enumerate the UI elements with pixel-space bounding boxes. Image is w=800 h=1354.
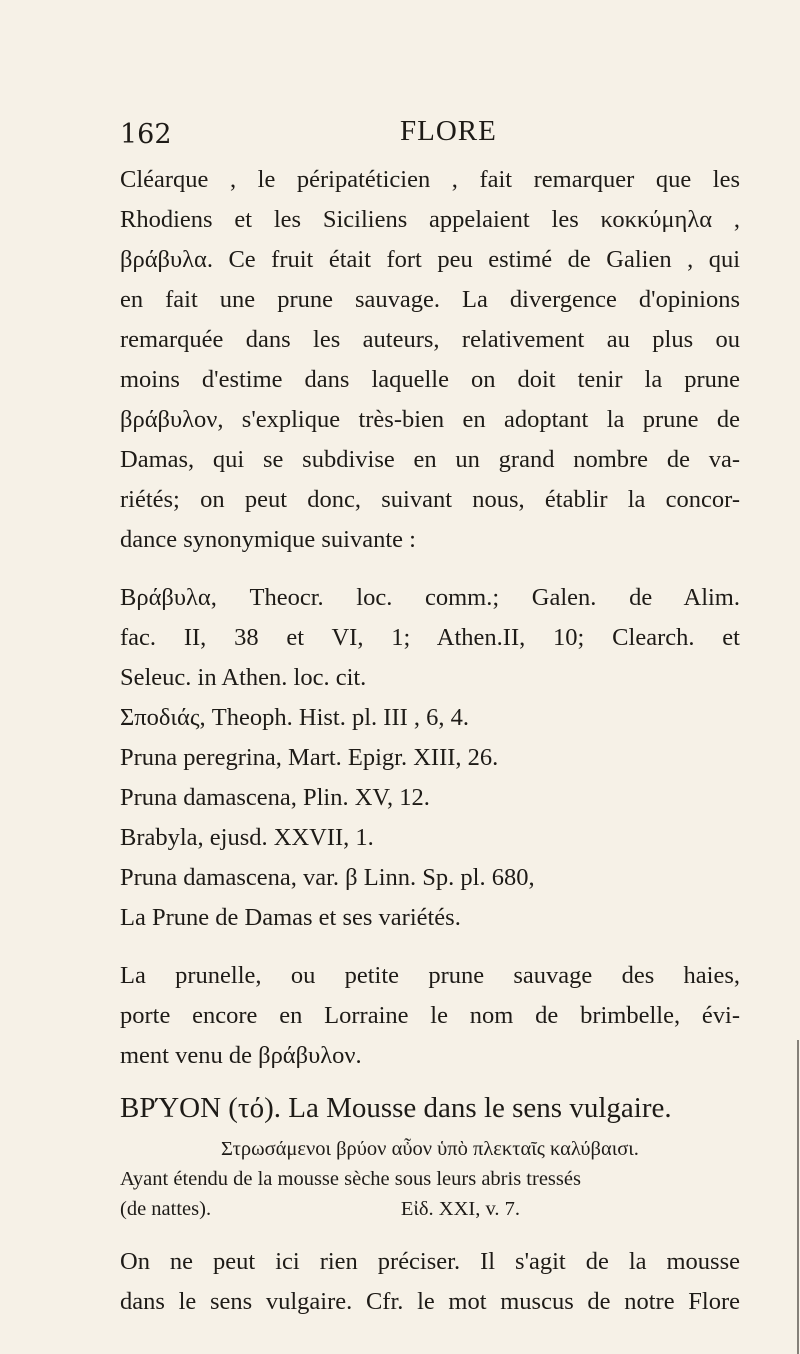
spacer [120,560,740,578]
text-line: dance synonymique suivante : [120,526,416,553]
spacer [120,938,740,956]
text-line: La prunelle, ou petite prune sauvage des haies, [120,962,740,989]
synonymy-line: Βράβυλα, Theocr. loc. comm.; Galen. de Alim. [120,584,740,611]
greek-quotation: Στρωσάμενοι βρύον αὖον ὑπὸ πλεκταῖς καλύβαισι. [221,1138,639,1160]
text-line: ment venu de βράβυλον. [120,1042,362,1069]
text-line: Damas, qui se subdivise en un grand nombre de va- [120,446,740,473]
text-line: dans le sens vulgaire. Cfr. le mot muscus de notre Flore [120,1288,740,1315]
synonymy-line: Pruna damascena, Plin. XV, 12. [120,784,430,811]
synonymy-line: Brabyla, ejusd. XXVII, 1. [120,824,374,851]
quotation-reference: Εἰδ. XXI, v. 7. [400,1198,520,1220]
translation-end-row [120,1194,740,1224]
text-line: βράβυλον, s'explique très-bien en adoptant la prune de [120,406,740,433]
text-line: remarquée dans les auteurs, relativement au plus ou [120,326,740,353]
french-translation-end: (de nattes). [120,1198,212,1220]
text-line: en fait une prune sauvage. La divergence d'opinions [120,286,740,313]
synonymy-line: La Prune de Damas et ses variétés. [120,904,461,931]
running-head: FLORE [400,115,497,147]
text-line: Rhodiens et les Siciliens appelaient les κοκκύμηλα , [120,206,740,233]
text-line: porte encore en Lorraine le nom de brimbelle, évi- [120,1002,740,1029]
paragraph-prunelle [120,956,740,1076]
text-line: On ne peut ici rien préciser. Il s'agit de la mousse [120,1248,740,1275]
synonymy-line: Pruna peregrina, Mart. Epigr. XIII, 26. [120,744,499,771]
text-line: riétés; on peut donc, suivant nous, établir la concor- [120,486,740,513]
body-text [120,160,740,1322]
text-line: βράβυλα. Ce fruit était fort peu estimé de Galien , qui [120,246,740,273]
synonymy-line: Σποδιάς, Theoph. Hist. pl. III , 6, 4. [120,704,470,731]
text-line: Cléarque , le péripatéticien , fait remarquer que les [120,166,740,193]
entry-headword: BPΎON (τό). La Mousse dans le sens vulgaire. [120,1092,672,1124]
paragraph-mousse [120,1242,740,1322]
paragraph-cléarque [120,160,740,560]
page-edge-line [797,1040,799,1354]
synonymy-line: Seleuc. in Athen. loc. cit. [120,664,367,691]
synonymy-list [120,578,740,938]
page-header [120,115,740,155]
quotation-block [120,1134,740,1224]
page-number: 162 [120,119,172,150]
synonymy-line: Pruna damascena, var. β Linn. Sp. pl. 680, [120,864,535,891]
synonymy-line: fac. II, 38 et VI, 1; Athen.II, 10; Clearch. et [120,624,740,651]
text-line: moins d'estime dans laquelle on doit tenir la prune [120,366,740,393]
spacer [120,1224,740,1242]
french-translation: Ayant étendu de la mousse sèche sous leurs abris tressés [120,1168,581,1190]
